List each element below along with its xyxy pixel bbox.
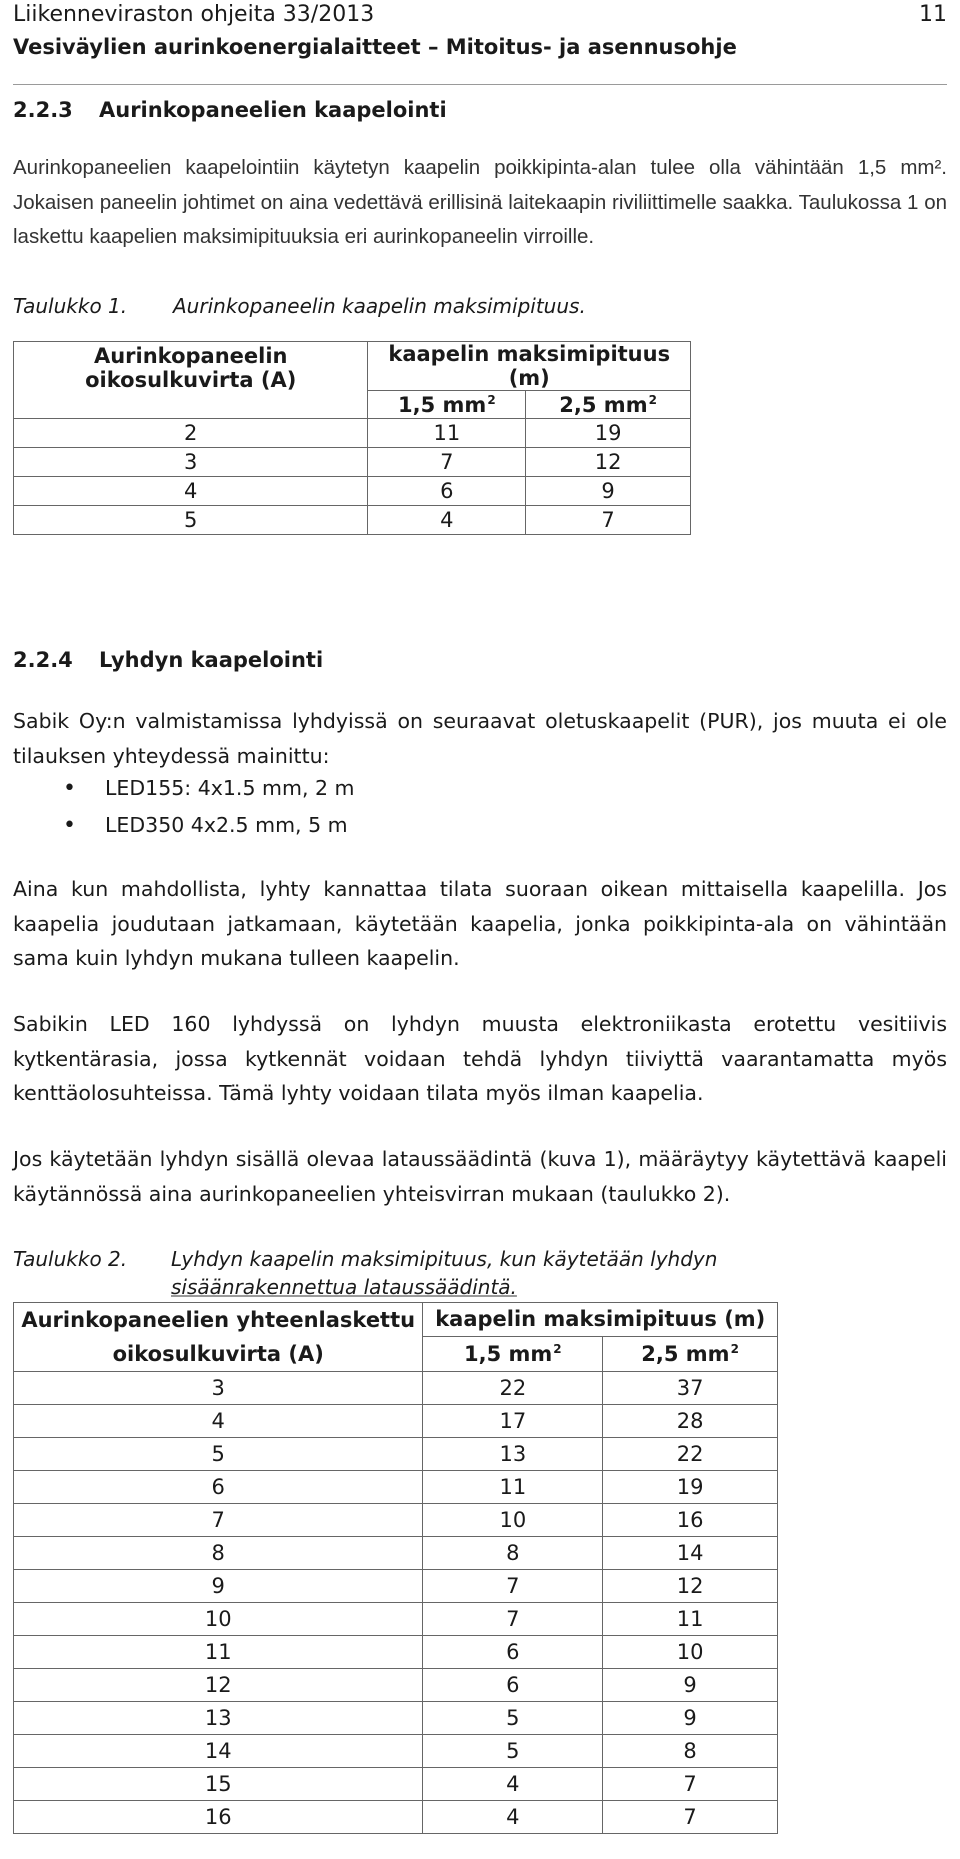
document-subtitle: Vesiväylien aurinkoenergialaitteet – Mitoitus- ja asennusohje <box>13 35 737 59</box>
paragraph-charge-controller: Jos käytetään lyhdyn sisällä olevaa lataussäädintä (kuva 1), määräytyy käytettävä kaapeli käytännössä aina aurinkopaneelien yhteisvirran mukaan (taulukko 2). <box>13 1147 947 1206</box>
section-number: 2.2.4 <box>13 648 73 672</box>
table1-label: Taulukko 1. <box>13 294 128 318</box>
table-row: 3 7 12 <box>14 448 691 477</box>
table-row: 15 4 7 <box>14 1768 778 1801</box>
table-row: 4 6 9 <box>14 477 691 506</box>
paragraph-cable-length: Aina kun mahdollista, lyhty kannattaa tilata suoraan oikean mittaisella kaapelilla. Jos kaapelia joudutaan jatkamaan, käytetään kaapelia, jonka poikkipinta-ala on vähintään sama kuin lyhdyn mukana tulleen kaapelin. <box>13 877 947 970</box>
list-item: • LED155: 4x1.5 mm, 2 m <box>13 770 355 807</box>
table-row: 16 4 7 <box>14 1801 778 1834</box>
table-row: 5 13 22 <box>14 1438 778 1471</box>
table-row: 11 6 10 <box>14 1636 778 1669</box>
table-row: 4 17 28 <box>14 1405 778 1438</box>
table-row: 8 8 14 <box>14 1537 778 1570</box>
page-number: 11 <box>919 2 947 27</box>
table2-title-line2: sisäänrakennettua lataussäädintä. <box>171 1275 517 1299</box>
list-item: • LED350 4x2.5 mm, 5 m <box>13 807 355 844</box>
table-row: 9 7 12 <box>14 1570 778 1603</box>
table1-col-header: Aurinkopaneelin oikosulkuvirta (A) <box>14 342 368 419</box>
section-title: Lyhdyn kaapelointi <box>99 648 324 672</box>
table1 <box>13 341 691 535</box>
paragraph-led160: Sabikin LED 160 lyhdyssä on lyhdyn muusta elektroniikasta erotettu vesitiivis kytkentärasia, jossa kytkennät voidaan tehdä lyhdyn tiiviyttä vaarantamatta myös kenttäolosuhteissa. Tämä lyhty voidaan tilata myös ilman kaapelia. <box>13 1012 947 1105</box>
cable-bullet-list <box>13 770 355 844</box>
table1-caption <box>13 294 586 318</box>
table1-title: Aurinkopaneelin kaapelin maksimipituus. <box>173 294 586 318</box>
section-heading-2-2-4 <box>13 648 323 672</box>
table-row: 13 5 9 <box>14 1702 778 1735</box>
table2-subheader-b: 2,5 $mm^2$ <box>603 1336 778 1371</box>
table-row: 6 11 19 <box>14 1471 778 1504</box>
paragraph-default-cables: Sabik Oy:n valmistamissa lyhdyissä on seuraavat oletuskaapelit (PUR), jos muuta ei ole tilauksen yhteydessä mainittu: <box>13 709 947 768</box>
page-header <box>13 0 947 64</box>
table-row: 14 5 8 <box>14 1735 778 1768</box>
section-title: Aurinkopaneelien kaapelointi <box>99 98 447 122</box>
table2-subheader-a: 1,5 $mm^2$ <box>423 1336 603 1371</box>
table2-group-header: kaapelin maksimipituus (m) <box>423 1303 778 1337</box>
table2-label: Taulukko 2. <box>13 1247 128 1271</box>
table2-col-header: Aurinkopaneelien yhteenlaskettu oikosulkuvirta (A) <box>14 1303 423 1372</box>
table-row: 10 7 11 <box>14 1603 778 1636</box>
table-row: 3 22 37 <box>14 1372 778 1405</box>
table2 <box>13 1302 778 1834</box>
table1-subheader-a: 1,5 $mm^2$ <box>368 391 526 419</box>
table-row: 12 6 9 <box>14 1669 778 1702</box>
table2-caption <box>13 1245 717 1301</box>
table1-group-header: kaapelin maksimipituus (m) <box>368 342 691 391</box>
table-row: 5 4 7 <box>14 506 691 535</box>
section-number: 2.2.3 <box>13 98 73 122</box>
table2-title-line1: Lyhdyn kaapelin maksimipituus, kun käytetään lyhdyn <box>171 1247 718 1271</box>
table-row: 7 10 16 <box>14 1504 778 1537</box>
document-reference: Liikenneviraston ohjeita 33/2013 <box>13 2 375 27</box>
table1-subheader-b: 2,5 $mm^2$ <box>526 391 691 419</box>
section-heading-2-2-3 <box>13 98 447 122</box>
paragraph-cabling: Aurinkopaneelien kaapelointiin käytetyn kaapelin poikkipinta-alan tulee olla vähintään 1,5 mm². Jokaisen paneelin johtimet on aina vedettävä erillisinä laitekaapin riviliittimelle saakka. Taulukossa 1 on laskettu kaapelien maksimipituuksia eri aurinkopaneelin virroille. <box>13 156 947 248</box>
table-row: 2 11 19 <box>14 419 691 448</box>
header-divider <box>13 84 947 85</box>
